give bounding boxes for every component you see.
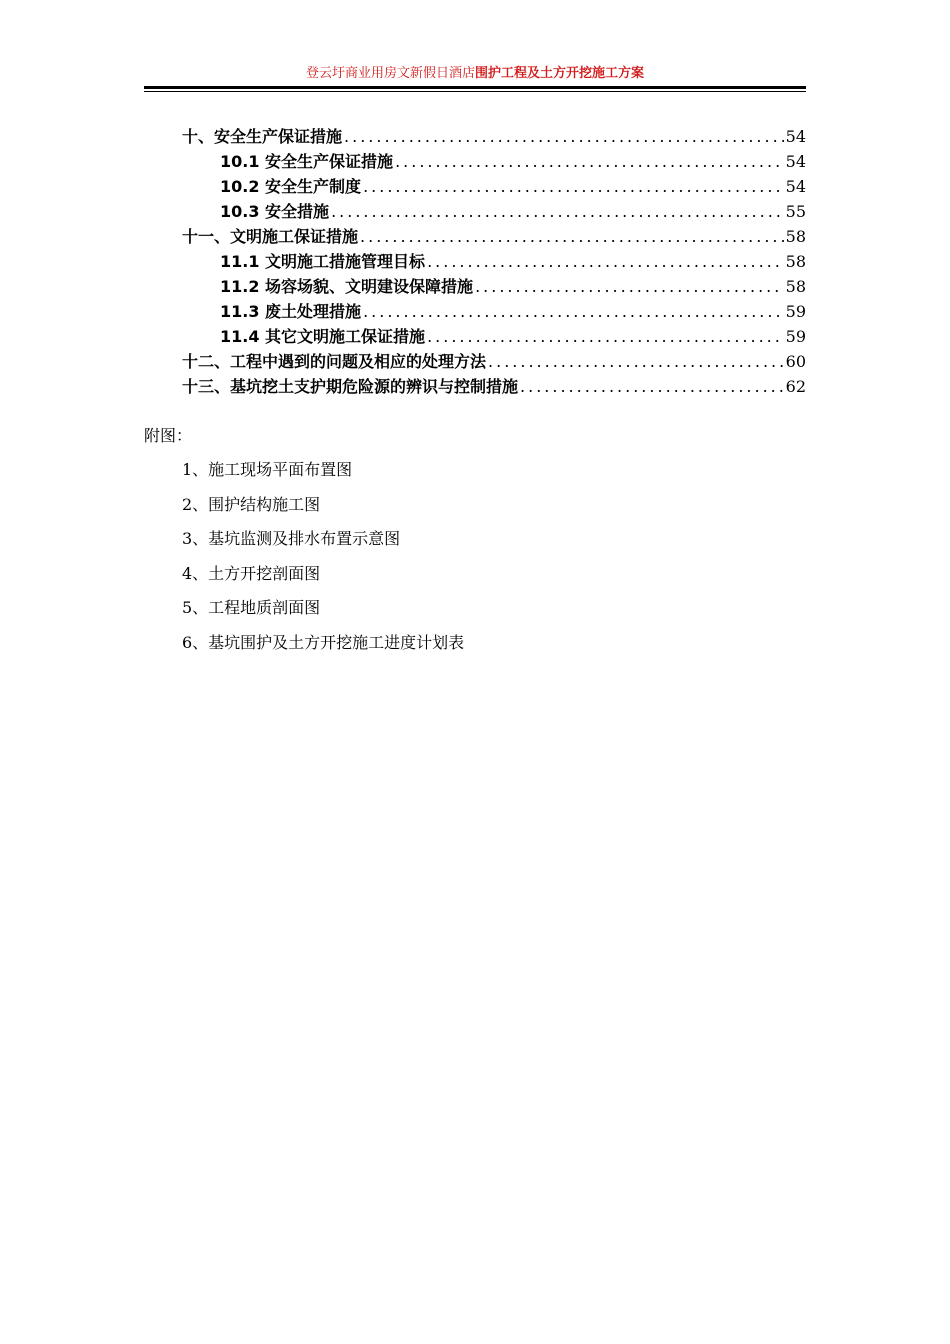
toc-entry-page: 54: [785, 177, 806, 196]
toc-entry-title: 十三、基坑挖土支护期危险源的辨识与控制措施: [182, 377, 519, 396]
toc-entry[interactable]: [182, 274, 806, 299]
toc-entry-page: 58: [785, 252, 806, 271]
appendix-item: 1、施工现场平面布置图: [182, 460, 353, 479]
toc-dot-leader: [331, 199, 784, 224]
toc-entry-page: 58: [785, 277, 806, 296]
toc-dot-leader: [488, 349, 784, 374]
appendix-title: 附图：: [144, 426, 193, 445]
appendix-list: [182, 456, 464, 664]
toc-entry[interactable]: [182, 349, 806, 374]
toc-entry-title: 10.3 安全措施: [220, 202, 330, 221]
toc-dot-leader: [520, 374, 784, 399]
header-project-name: 登云圩商业用房文新假日酒店: [305, 66, 475, 81]
toc-entry[interactable]: [182, 174, 806, 199]
toc-entry-title: 十一、文明施工保证措施: [182, 227, 359, 246]
toc-entry[interactable]: [182, 149, 806, 174]
toc-entry-title: 十二、工程中遇到的问题及相应的处理方法: [182, 352, 487, 371]
toc-entry-page: 59: [785, 327, 806, 346]
toc-entry[interactable]: [182, 199, 806, 224]
toc-entry[interactable]: [182, 324, 806, 349]
toc-entry-page: 55: [785, 202, 806, 221]
header-rule-thin: [144, 91, 806, 92]
toc-entry-page: 58: [785, 227, 806, 246]
toc-entry-page: 54: [785, 127, 806, 146]
toc-entry[interactable]: [182, 124, 806, 149]
toc-entry-title: 10.2 安全生产制度: [220, 177, 362, 196]
toc-entry-title: 11.2 场容场貌、文明建设保障措施: [220, 277, 474, 296]
header-document-title: 围护工程及土方开挖施工方案: [475, 66, 645, 81]
toc-dot-leader: [363, 299, 784, 324]
toc-entry-title: 10.1 安全生产保证措施: [220, 152, 394, 171]
toc-entry[interactable]: [182, 249, 806, 274]
toc-entry-page: 62: [785, 377, 806, 396]
toc-entry-page: 54: [785, 152, 806, 171]
page-header: [144, 64, 806, 84]
table-of-contents: [182, 124, 806, 399]
appendix-item: 3、基坑监测及排水布置示意图: [182, 529, 401, 549]
toc-entry[interactable]: [182, 224, 806, 249]
toc-entry-title: 11.3 废土处理措施: [220, 302, 362, 321]
header-rule-thick: [144, 86, 806, 89]
toc-entry-title: 十、安全生产保证措施: [182, 127, 343, 146]
toc-entry-page: 59: [785, 302, 806, 321]
toc-dot-leader: [344, 124, 784, 149]
toc-dot-leader: [427, 249, 784, 274]
toc-dot-leader: [427, 324, 784, 349]
appendix-item: 2、围护结构施工图: [182, 494, 321, 514]
toc-entry-title: 11.4 其它文明施工保证措施: [220, 327, 426, 346]
toc-dot-leader: [475, 274, 784, 299]
toc-entry[interactable]: [182, 374, 806, 399]
toc-dot-leader: [395, 149, 784, 174]
toc-dot-leader: [363, 174, 784, 199]
appendix-item: 4、土方开挖剖面图: [182, 563, 321, 583]
toc-entry-page: 60: [785, 352, 806, 371]
appendix-item: 5、工程地质剖面图: [182, 598, 321, 618]
toc-entry-title: 11.1 文明施工措施管理目标: [220, 252, 426, 271]
appendix-item: 6、基坑围护及土方开挖施工进度计划表: [182, 632, 465, 652]
toc-dot-leader: [360, 224, 784, 249]
toc-entry[interactable]: [182, 299, 806, 324]
